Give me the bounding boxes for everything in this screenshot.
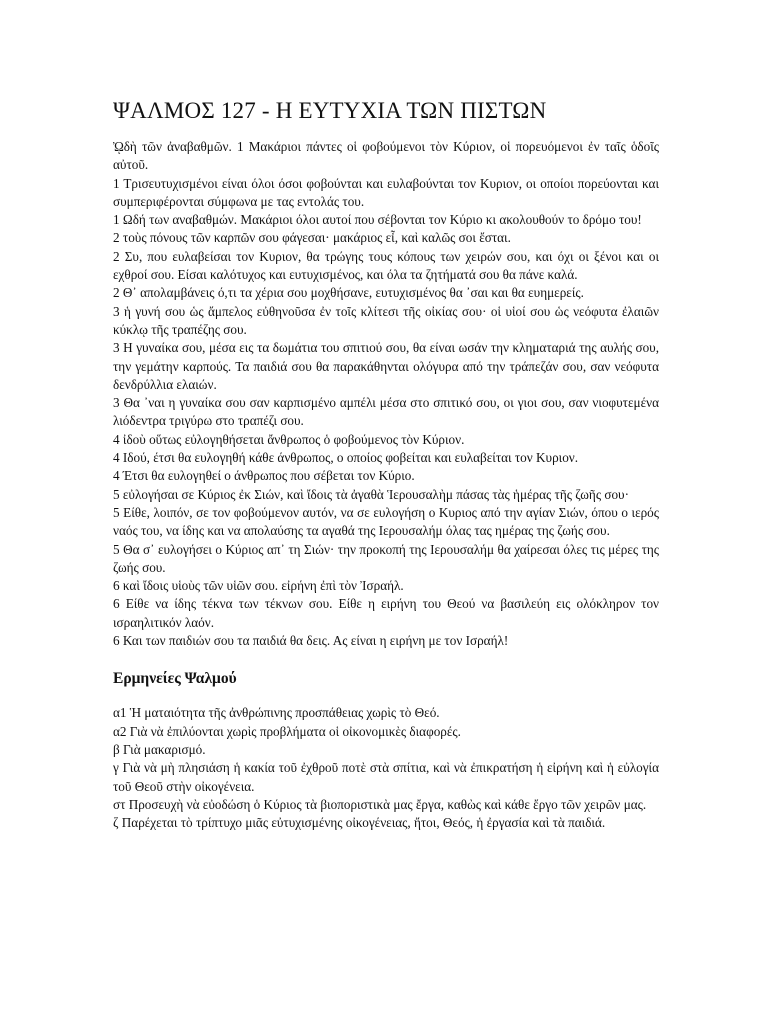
psalm-paragraph: 6 Και των παιδιών σου τα παιδιά θα δεις. Ας είναι η ειρήνη με τον Ισραήλ! (113, 633, 509, 649)
page-title: ΨΑΛΜΟΣ 127 - Η ΕΥΤΥΧΙΑ ΤΩΝ ΠΙΣΤΩΝ (113, 98, 547, 123)
psalm-paragraph: 6 καὶ ἴδοις υἱοὺς τῶν υἱῶν σου. εἰρήνη ἐπὶ τὸν Ἰσραήλ. (113, 578, 404, 594)
psalm-paragraph: 2 Θ᾽ απολαμβάνεις ό,τι τα χέρια σου μοχθήσανε, ευτυχισμένος θα ᾽σαι και θα ευημερείς. (113, 285, 584, 301)
interpretation-item: στ Προσευχὴ νὰ εὐοδώση ὁ Κύριος τὰ βιοποριστικὰ μας ἔργα, καθὼς καὶ κάθε ἔργο τῶν χειρῶν μας. (113, 796, 647, 812)
psalm-paragraph: 3 Η γυναίκα σου, μέσα εις τα δωμάτια του σπιτιού σου, θα είναι ωσάν την κληματαριά της αυλής σου, την γεμάτην καρπούς. Τα παιδιά σου θα παρακάθηνται ολόγυρα από την τράπεζάν σου, σαν νεόφυτα δενδρύλλια ελαιών. (113, 340, 659, 392)
psalm-paragraph: 5 Θα σ᾽ ευλογήσει ο Κύριος απ᾽ τη Σιών· την προκοπή της Ιερουσαλήμ θα χαίρεσαι όλες τις μέρες της ζωής σου. (113, 541, 659, 575)
psalm-paragraph: ᾨδὴ τῶν ἀναβαθμῶν. 1 Μακάριοι πάντες οἱ φοβούμενοι τὸν Κύριον, οἱ πορευόμενοι ἐν ταῖς ὁδοῖς αὐτοῦ. (113, 139, 659, 173)
psalm-paragraph: 4 ἰδοὺ οὕτως εὐλογηθήσεται ἄνθρωπος ὁ φοβούμενος τὸν Κύριον. (113, 431, 465, 447)
psalm-paragraph: 4 Ιδού, έτσι θα ευλογηθή κάθε άνθρωπος, ο οποίος φοβείται και ευλαβείται τον Κυριον. (113, 450, 579, 466)
interpretations-list (113, 704, 659, 832)
psalm-paragraph: 1 Ωδή των αναβαθμών. Μακάριοι όλοι αυτοί που σέβονται τον Κύριο κι ακολουθούν το δρόμο του! (113, 212, 642, 228)
psalm-paragraph: 5 εὐλογήσαι σε Κύριος ἐκ Σιών, καὶ ἴδοις τὰ ἀγαθὰ Ἱερουσαλὴμ πάσας τὰς ἡμέρας τῆς ζωῆς σου· (113, 486, 629, 502)
psalm-paragraph: 1 Τρισευτυχισμένοι είναι όλοι όσοι φοβούνται και ευλαβούνται τον Κυριον, οι οποίοι πορεύονται και συμπεριφέρονται σύμφωνα με τας εντολάς του. (113, 175, 659, 209)
psalm-text (113, 138, 659, 650)
interpretation-item: α1 Ἡ ματαιότητα τῆς ἀνθρώπινης προσπάθειας χωρὶς τὸ Θεό. (113, 705, 440, 721)
psalm-paragraph: 3 ἡ γυνή σου ὡς ἄμπελος εὐθηνοῦσα ἐν τοῖς κλίτεσι τῆς οἰκίας σου· οἱ υἱοί σου ὡς νεόφυτα ἐλαιῶν κύκλῳ τῆς τραπέζης σου. (113, 303, 659, 337)
interpretation-item: ζ Παρέχεται τὸ τρίπτυχο μιᾶς εὐτυχισμένης οἰκογένειας, ἤτοι, Θεός, ἡ ἐργασία καὶ τὰ παιδιά. (113, 815, 606, 831)
psalm-paragraph: 2 τοὺς πόνους τῶν καρπῶν σου φάγεσαι· μακάριος εἶ, καὶ καλῶς σοι ἔσται. (113, 230, 511, 246)
document-page (113, 96, 659, 832)
psalm-paragraph: 4 Έτσι θα ευλογηθεί ο άνθρωπος που σέβεται τον Κύριο. (113, 468, 415, 484)
psalm-paragraph: 6 Είθε να ίδης τέκνα των τέκνων σου. Είθε η ειρήνη του Θεού να βασιλεύη εις ολόκληρον τον ισραηλιτικόν λαόν. (113, 596, 659, 630)
interpretation-item: α2 Γιὰ νὰ ἐπιλύονται χωρὶς προβλήματα οἱ οἰκονομικὲς διαφορές. (113, 723, 461, 739)
interpretation-item: β Γιὰ μακαρισμό. (113, 741, 206, 757)
psalm-paragraph: 2 Συ, που ευλαβείσαι τον Κυριον, θα τρώγης τους κόπους των χειρών σου, και όχι οι ξένοι και οι εχθροί σου. Είσαι καλότυχος και ευτυχισμένος, και όλα τα ζητήματά σου θα πάνε καλά. (113, 248, 659, 283)
interpretations-heading: Ερμηνείες Ψαλμού (113, 670, 237, 688)
psalm-paragraph: 3 Θα ᾽ναι η γυναίκα σου σαν καρπισμένο αμπέλι μέσα στο σπιτικό σου, οι γιοι σου, σαν νιοφυτεμένα λιόδεντρα τριγύρω στο τραπέζι σου. (113, 395, 659, 429)
interpretation-item: γ Γιὰ νὰ μὴ πλησιάση ἡ κακία τοῦ ἐχθροῦ ποτὲ στὰ σπίτια, καὶ νὰ ἐπικρατήση ἡ εἰρήνη καὶ ἡ εὐλογία τοῦ Θεοῦ στὴν οἰκογένεια. (113, 760, 659, 794)
psalm-paragraph: 5 Είθε, λοιπόν, σε τον φοβούμενον αυτόν, να σε ευλογήση ο Κυριος από την αγίαν Σιών, όπου ο ιερός ναός του, να ίδης και να απολαύσης τα αγαθά της Ιερουσαλήμ όλας τας ημέρας της ζωής σου. (113, 504, 659, 539)
